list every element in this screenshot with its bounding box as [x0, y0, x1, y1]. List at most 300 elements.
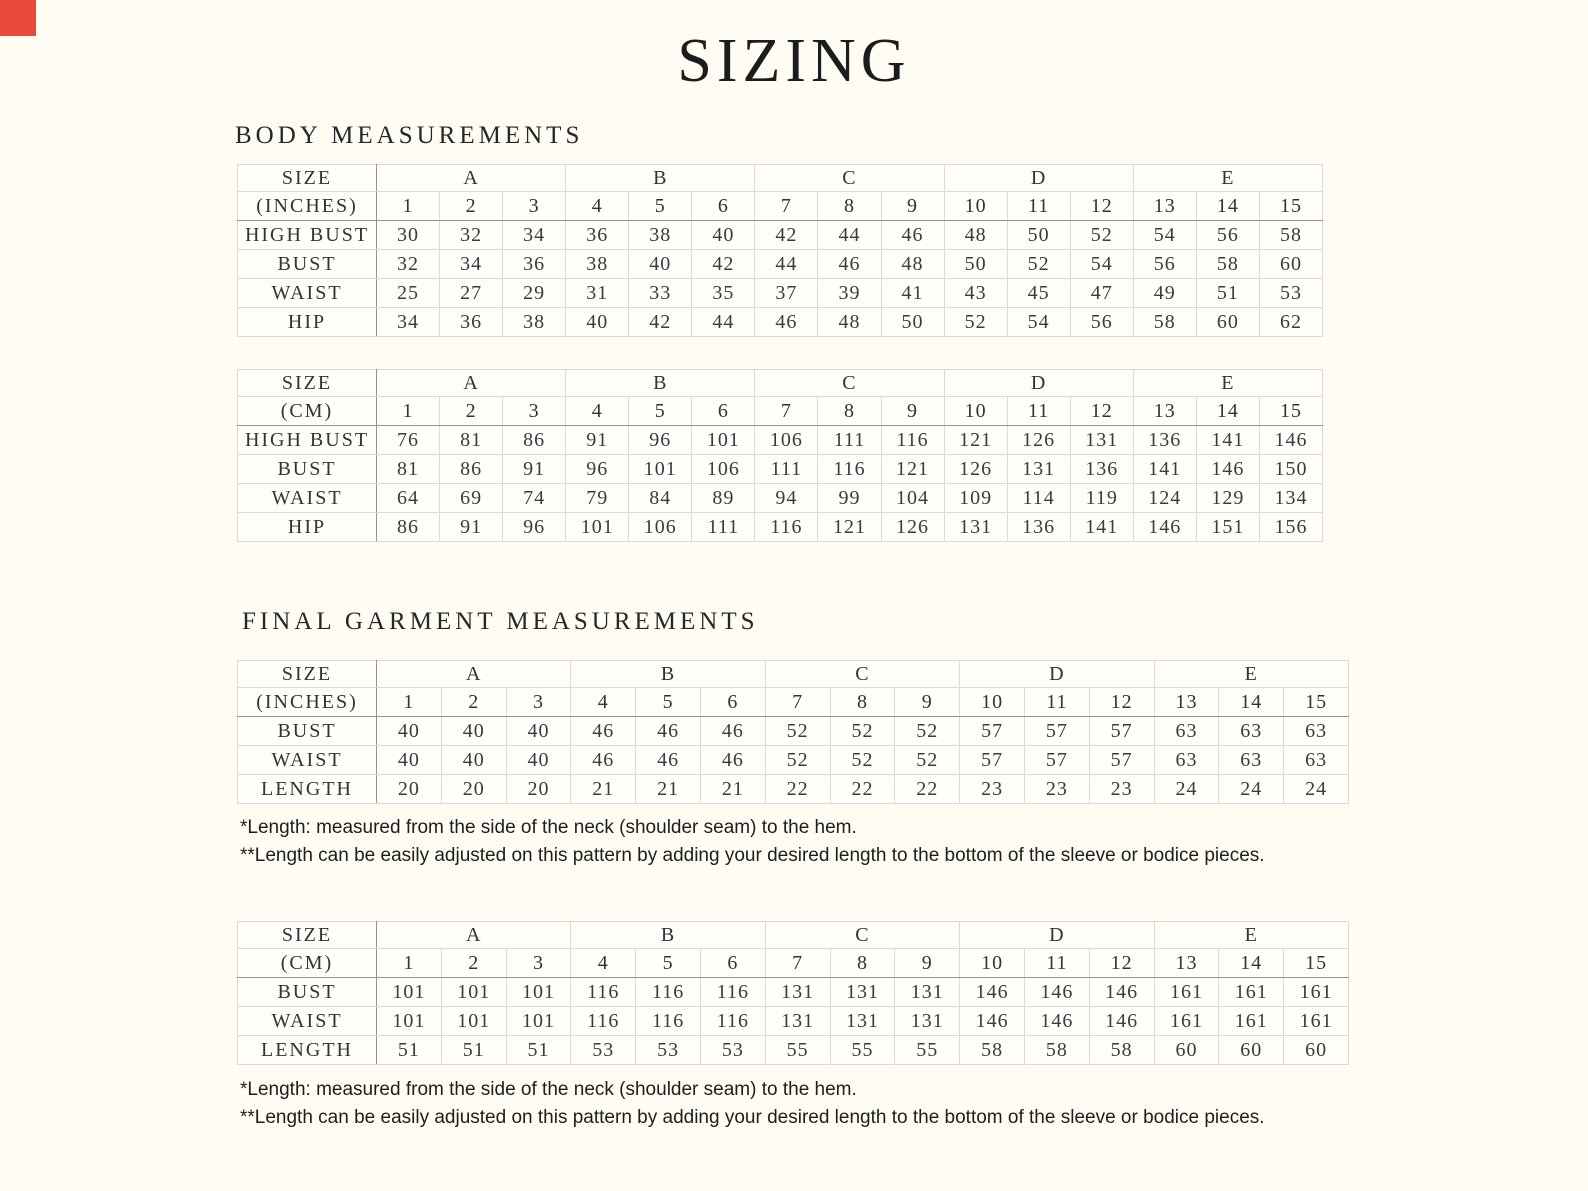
- measurement-value-cell: 101: [506, 1007, 571, 1036]
- measurement-value-cell: 91: [440, 513, 503, 542]
- group-header-cell: E: [1154, 922, 1348, 949]
- measurement-value-cell: 46: [881, 221, 944, 250]
- size-number-cell: 12: [1089, 949, 1154, 978]
- measurement-value-cell: 40: [506, 746, 571, 775]
- measurement-value-cell: 146: [1024, 978, 1089, 1007]
- group-header-cell: D: [944, 165, 1133, 192]
- size-number-cell: 8: [830, 949, 895, 978]
- measurement-value-cell: 116: [571, 1007, 636, 1036]
- measurement-label-cell: WAIST: [238, 746, 377, 775]
- measurement-value-cell: 52: [765, 746, 830, 775]
- measurement-value-cell: 96: [629, 426, 692, 455]
- size-number-cell: 7: [765, 688, 830, 717]
- table-row: [238, 717, 1349, 746]
- measurement-value-cell: 129: [1196, 484, 1259, 513]
- size-number-cell: 7: [765, 949, 830, 978]
- measurement-value-cell: 96: [503, 513, 566, 542]
- size-label-cell: SIZE: [238, 165, 377, 192]
- measurement-value-cell: 101: [506, 978, 571, 1007]
- size-number-cell: 15: [1284, 688, 1349, 717]
- measurement-value-cell: 21: [700, 775, 765, 804]
- size-number-cell: 14: [1196, 397, 1259, 426]
- size-number-cell: 1: [377, 192, 440, 221]
- measurement-value-cell: 56: [1133, 250, 1196, 279]
- measurement-value-cell: 24: [1284, 775, 1349, 804]
- measurement-value-cell: 44: [818, 221, 881, 250]
- measurement-label-cell: HIP: [238, 513, 377, 542]
- measurement-value-cell: 36: [440, 308, 503, 337]
- measurement-value-cell: 37: [755, 279, 818, 308]
- measurement-value-cell: 54: [1133, 221, 1196, 250]
- table-row: [238, 279, 1323, 308]
- footnote-length-adjust: **Length can be easily adjusted on this pattern by adding your desired length to the bottom of the sleeve or bodice pieces.: [240, 1107, 1265, 1128]
- size-number-cell: 6: [700, 688, 765, 717]
- measurement-value-cell: 34: [440, 250, 503, 279]
- size-number-cell: 1: [377, 688, 442, 717]
- table-row: [238, 513, 1323, 542]
- measurement-value-cell: 52: [944, 308, 1007, 337]
- measurement-value-cell: 161: [1284, 978, 1349, 1007]
- measurement-value-cell: 146: [1089, 978, 1154, 1007]
- measurement-value-cell: 21: [571, 775, 636, 804]
- size-number-cell: 14: [1219, 688, 1284, 717]
- measurement-value-cell: 156: [1259, 513, 1322, 542]
- group-header-cell: D: [944, 370, 1133, 397]
- measurement-value-cell: 53: [571, 1036, 636, 1065]
- measurement-value-cell: 50: [1007, 221, 1070, 250]
- measurement-value-cell: 104: [881, 484, 944, 513]
- measurement-value-cell: 46: [571, 746, 636, 775]
- table-row-size-numbers: [238, 949, 1349, 978]
- table-row-size-numbers: [238, 192, 1323, 221]
- size-number-cell: 7: [755, 192, 818, 221]
- size-number-cell: 4: [566, 192, 629, 221]
- group-header-cell: A: [377, 922, 571, 949]
- table-row: [238, 1007, 1349, 1036]
- measurement-value-cell: 40: [377, 746, 442, 775]
- measurement-value-cell: 63: [1284, 717, 1349, 746]
- size-number-cell: 2: [441, 688, 506, 717]
- measurement-value-cell: 27: [440, 279, 503, 308]
- measurement-value-cell: 131: [765, 978, 830, 1007]
- measurement-value-cell: 46: [700, 746, 765, 775]
- size-number-cell: 11: [1007, 192, 1070, 221]
- size-number-cell: 2: [440, 192, 503, 221]
- measurement-value-cell: 114: [1007, 484, 1070, 513]
- measurement-value-cell: 141: [1070, 513, 1133, 542]
- measurement-value-cell: 116: [700, 978, 765, 1007]
- measurement-label-cell: BUST: [238, 455, 377, 484]
- measurement-value-cell: 58: [1196, 250, 1259, 279]
- measurement-value-cell: 146: [1196, 455, 1259, 484]
- measurement-value-cell: 48: [818, 308, 881, 337]
- size-label-cell: SIZE: [238, 661, 377, 688]
- measurement-value-cell: 23: [960, 775, 1025, 804]
- measurement-value-cell: 121: [944, 426, 1007, 455]
- size-number-cell: 2: [441, 949, 506, 978]
- body-measurements-heading: BODY MEASUREMENTS: [235, 122, 584, 149]
- garment-inches-footnotes: [240, 814, 1570, 870]
- measurement-value-cell: 41: [881, 279, 944, 308]
- measurement-value-cell: 50: [944, 250, 1007, 279]
- measurement-value-cell: 58: [1133, 308, 1196, 337]
- group-header-cell: B: [566, 370, 755, 397]
- measurement-value-cell: 141: [1196, 426, 1259, 455]
- measurement-value-cell: 57: [1024, 717, 1089, 746]
- size-number-cell: 1: [377, 397, 440, 426]
- measurement-label-cell: BUST: [238, 717, 377, 746]
- measurement-value-cell: 48: [944, 221, 1007, 250]
- measurement-value-cell: 46: [636, 746, 701, 775]
- measurement-value-cell: 25: [377, 279, 440, 308]
- measurement-value-cell: 94: [755, 484, 818, 513]
- footnote-length-adjust: **Length can be easily adjusted on this pattern by adding your desired length to the bottom of the sleeve or bodice pieces.: [240, 845, 1265, 866]
- size-number-cell: 15: [1284, 949, 1349, 978]
- measurement-value-cell: 34: [377, 308, 440, 337]
- measurement-value-cell: 46: [755, 308, 818, 337]
- page-title: SIZING: [677, 27, 911, 95]
- measurement-value-cell: 161: [1154, 978, 1219, 1007]
- measurement-value-cell: 55: [830, 1036, 895, 1065]
- garment-measurements-heading: FINAL GARMENT MEASUREMENTS: [242, 608, 759, 635]
- size-number-cell: 6: [692, 192, 755, 221]
- group-header-cell: D: [960, 661, 1154, 688]
- measurement-value-cell: 146: [1259, 426, 1322, 455]
- measurement-value-cell: 51: [1196, 279, 1259, 308]
- size-number-cell: 12: [1070, 192, 1133, 221]
- measurement-value-cell: 51: [377, 1036, 442, 1065]
- measurement-value-cell: 63: [1284, 746, 1349, 775]
- footnote-length-definition: *Length: measured from the side of the neck (shoulder seam) to the hem.: [240, 1079, 857, 1100]
- measurement-value-cell: 40: [441, 717, 506, 746]
- measurement-value-cell: 60: [1196, 308, 1259, 337]
- measurement-value-cell: 57: [960, 746, 1025, 775]
- measurement-value-cell: 53: [700, 1036, 765, 1065]
- measurement-value-cell: 35: [692, 279, 755, 308]
- measurement-value-cell: 96: [566, 455, 629, 484]
- measurement-value-cell: 58: [1089, 1036, 1154, 1065]
- measurement-value-cell: 56: [1196, 221, 1259, 250]
- measurement-value-cell: 161: [1219, 978, 1284, 1007]
- group-header-cell: E: [1154, 661, 1348, 688]
- size-number-cell: 11: [1007, 397, 1070, 426]
- measurement-value-cell: 60: [1154, 1036, 1219, 1065]
- measurement-value-cell: 63: [1219, 746, 1284, 775]
- measurement-value-cell: 81: [440, 426, 503, 455]
- measurement-value-cell: 116: [636, 978, 701, 1007]
- group-header-cell: A: [377, 661, 571, 688]
- group-header-cell: E: [1133, 165, 1322, 192]
- unit-label-cell: (INCHES): [238, 688, 377, 717]
- size-number-cell: 8: [830, 688, 895, 717]
- measurement-value-cell: 51: [441, 1036, 506, 1065]
- measurement-value-cell: 21: [636, 775, 701, 804]
- measurement-label-cell: WAIST: [238, 279, 377, 308]
- measurement-value-cell: 46: [636, 717, 701, 746]
- group-header-cell: C: [765, 661, 959, 688]
- size-number-cell: 10: [944, 192, 1007, 221]
- measurement-value-cell: 20: [441, 775, 506, 804]
- size-number-cell: 8: [818, 397, 881, 426]
- measurement-value-cell: 79: [566, 484, 629, 513]
- measurement-value-cell: 40: [441, 746, 506, 775]
- measurement-value-cell: 51: [506, 1036, 571, 1065]
- measurement-value-cell: 126: [944, 455, 1007, 484]
- measurement-value-cell: 86: [377, 513, 440, 542]
- measurement-label-cell: HIGH BUST: [238, 221, 377, 250]
- measurement-value-cell: 40: [377, 717, 442, 746]
- measurement-value-cell: 52: [830, 746, 895, 775]
- size-number-cell: 10: [960, 949, 1025, 978]
- measurement-value-cell: 136: [1070, 455, 1133, 484]
- measurement-value-cell: 36: [503, 250, 566, 279]
- measurement-value-cell: 39: [818, 279, 881, 308]
- size-number-cell: 1: [377, 949, 442, 978]
- measurement-value-cell: 121: [818, 513, 881, 542]
- measurement-value-cell: 161: [1219, 1007, 1284, 1036]
- measurement-value-cell: 89: [692, 484, 755, 513]
- measurement-value-cell: 111: [692, 513, 755, 542]
- group-header-cell: B: [571, 661, 765, 688]
- measurement-value-cell: 38: [503, 308, 566, 337]
- measurement-value-cell: 49: [1133, 279, 1196, 308]
- measurement-value-cell: 136: [1007, 513, 1070, 542]
- size-label-cell: SIZE: [238, 922, 377, 949]
- measurement-value-cell: 48: [881, 250, 944, 279]
- measurement-value-cell: 126: [1007, 426, 1070, 455]
- measurement-value-cell: 119: [1070, 484, 1133, 513]
- measurement-value-cell: 76: [377, 426, 440, 455]
- measurement-value-cell: 101: [692, 426, 755, 455]
- group-header-cell: C: [765, 922, 959, 949]
- footnote-length-definition: *Length: measured from the side of the neck (shoulder seam) to the hem.: [240, 817, 857, 838]
- size-number-cell: 10: [944, 397, 1007, 426]
- measurement-value-cell: 44: [755, 250, 818, 279]
- group-header-cell: B: [571, 922, 765, 949]
- size-number-cell: 15: [1259, 397, 1322, 426]
- measurement-value-cell: 24: [1219, 775, 1284, 804]
- measurement-value-cell: 106: [692, 455, 755, 484]
- measurement-value-cell: 101: [441, 978, 506, 1007]
- measurement-value-cell: 136: [1133, 426, 1196, 455]
- table-row: [238, 250, 1323, 279]
- measurement-value-cell: 150: [1259, 455, 1322, 484]
- table-row: [238, 308, 1323, 337]
- measurement-value-cell: 131: [830, 1007, 895, 1036]
- table-row: [238, 484, 1323, 513]
- size-number-cell: 3: [503, 192, 566, 221]
- measurement-value-cell: 56: [1070, 308, 1133, 337]
- size-number-cell: 2: [440, 397, 503, 426]
- measurement-value-cell: 161: [1284, 1007, 1349, 1036]
- measurement-value-cell: 52: [1070, 221, 1133, 250]
- measurement-value-cell: 131: [830, 978, 895, 1007]
- measurement-value-cell: 63: [1154, 746, 1219, 775]
- size-number-cell: 9: [895, 688, 960, 717]
- measurement-value-cell: 38: [629, 221, 692, 250]
- size-number-cell: 9: [881, 192, 944, 221]
- measurement-value-cell: 86: [440, 455, 503, 484]
- measurement-value-cell: 101: [377, 978, 442, 1007]
- measurement-value-cell: 57: [1024, 746, 1089, 775]
- measurement-value-cell: 20: [377, 775, 442, 804]
- size-number-cell: 14: [1219, 949, 1284, 978]
- table-row-group-headers: [238, 922, 1349, 949]
- table-row-group-headers: [238, 661, 1349, 688]
- group-header-cell: A: [377, 370, 566, 397]
- measurement-label-cell: WAIST: [238, 484, 377, 513]
- measurement-value-cell: 86: [503, 426, 566, 455]
- size-number-cell: 3: [506, 949, 571, 978]
- measurement-label-cell: LENGTH: [238, 1036, 377, 1065]
- measurement-value-cell: 23: [1089, 775, 1154, 804]
- measurement-value-cell: 99: [818, 484, 881, 513]
- measurement-value-cell: 45: [1007, 279, 1070, 308]
- measurement-value-cell: 58: [1259, 221, 1322, 250]
- measurement-value-cell: 101: [441, 1007, 506, 1036]
- measurement-value-cell: 131: [765, 1007, 830, 1036]
- group-header-cell: B: [566, 165, 755, 192]
- measurement-value-cell: 52: [895, 717, 960, 746]
- measurement-value-cell: 64: [377, 484, 440, 513]
- measurement-value-cell: 42: [629, 308, 692, 337]
- measurement-value-cell: 131: [895, 1007, 960, 1036]
- measurement-value-cell: 131: [1007, 455, 1070, 484]
- measurement-value-cell: 109: [944, 484, 1007, 513]
- measurement-value-cell: 141: [1133, 455, 1196, 484]
- measurement-value-cell: 146: [1089, 1007, 1154, 1036]
- measurement-value-cell: 131: [895, 978, 960, 1007]
- table-row-size-numbers: [238, 397, 1323, 426]
- measurement-value-cell: 53: [636, 1036, 701, 1065]
- size-number-cell: 13: [1154, 688, 1219, 717]
- measurement-value-cell: 53: [1259, 279, 1322, 308]
- group-header-cell: C: [755, 370, 944, 397]
- measurement-value-cell: 63: [1154, 717, 1219, 746]
- measurement-value-cell: 55: [895, 1036, 960, 1065]
- measurement-value-cell: 40: [566, 308, 629, 337]
- garment-measurements-cm-table: [237, 921, 1349, 1065]
- measurement-value-cell: 46: [571, 717, 636, 746]
- unit-label-cell: (CM): [238, 397, 377, 426]
- measurement-value-cell: 116: [881, 426, 944, 455]
- measurement-value-cell: 131: [944, 513, 1007, 542]
- group-header-cell: D: [960, 922, 1154, 949]
- size-number-cell: 11: [1024, 688, 1089, 717]
- table-row: [238, 1036, 1349, 1065]
- size-number-cell: 10: [960, 688, 1025, 717]
- size-number-cell: 12: [1089, 688, 1154, 717]
- measurement-value-cell: 101: [566, 513, 629, 542]
- measurement-value-cell: 38: [566, 250, 629, 279]
- size-number-cell: 9: [881, 397, 944, 426]
- measurement-label-cell: BUST: [238, 250, 377, 279]
- measurement-value-cell: 116: [755, 513, 818, 542]
- garment-measurements-inches-table: [237, 660, 1349, 804]
- measurement-value-cell: 44: [692, 308, 755, 337]
- measurement-value-cell: 24: [1154, 775, 1219, 804]
- measurement-value-cell: 52: [765, 717, 830, 746]
- measurement-value-cell: 22: [830, 775, 895, 804]
- measurement-value-cell: 131: [1070, 426, 1133, 455]
- measurement-value-cell: 116: [700, 1007, 765, 1036]
- measurement-label-cell: BUST: [238, 978, 377, 1007]
- measurement-value-cell: 32: [377, 250, 440, 279]
- measurement-label-cell: LENGTH: [238, 775, 377, 804]
- measurement-value-cell: 146: [1024, 1007, 1089, 1036]
- measurement-value-cell: 52: [1007, 250, 1070, 279]
- measurement-value-cell: 63: [1219, 717, 1284, 746]
- measurement-value-cell: 60: [1284, 1036, 1349, 1065]
- unit-label-cell: (CM): [238, 949, 377, 978]
- measurement-value-cell: 32: [440, 221, 503, 250]
- measurement-value-cell: 58: [960, 1036, 1025, 1065]
- measurement-value-cell: 36: [566, 221, 629, 250]
- measurement-value-cell: 146: [960, 978, 1025, 1007]
- measurement-label-cell: HIP: [238, 308, 377, 337]
- size-number-cell: 7: [755, 397, 818, 426]
- unit-label-cell: (INCHES): [238, 192, 377, 221]
- measurement-value-cell: 81: [377, 455, 440, 484]
- size-label-cell: SIZE: [238, 370, 377, 397]
- size-number-cell: 11: [1024, 949, 1089, 978]
- measurement-value-cell: 91: [566, 426, 629, 455]
- measurement-value-cell: 30: [377, 221, 440, 250]
- measurement-value-cell: 116: [818, 455, 881, 484]
- size-number-cell: 12: [1070, 397, 1133, 426]
- group-header-cell: A: [377, 165, 566, 192]
- size-number-cell: 3: [503, 397, 566, 426]
- measurement-value-cell: 60: [1219, 1036, 1284, 1065]
- size-number-cell: 4: [571, 688, 636, 717]
- measurement-value-cell: 146: [1133, 513, 1196, 542]
- table-row-size-numbers: [238, 688, 1349, 717]
- measurement-label-cell: WAIST: [238, 1007, 377, 1036]
- measurement-value-cell: 126: [881, 513, 944, 542]
- measurement-value-cell: 43: [944, 279, 1007, 308]
- size-number-cell: 13: [1154, 949, 1219, 978]
- size-number-cell: 15: [1259, 192, 1322, 221]
- measurement-value-cell: 50: [881, 308, 944, 337]
- body-measurements-inches-table: [237, 164, 1323, 337]
- measurement-value-cell: 29: [503, 279, 566, 308]
- table-row: [238, 978, 1349, 1007]
- measurement-value-cell: 146: [960, 1007, 1025, 1036]
- size-number-cell: 6: [700, 949, 765, 978]
- measurement-value-cell: 34: [503, 221, 566, 250]
- size-number-cell: 5: [636, 949, 701, 978]
- table-row-group-headers: [238, 370, 1323, 397]
- measurement-value-cell: 74: [503, 484, 566, 513]
- table-row-group-headers: [238, 165, 1323, 192]
- table-row: [238, 426, 1323, 455]
- size-number-cell: 5: [636, 688, 701, 717]
- measurement-value-cell: 31: [566, 279, 629, 308]
- size-number-cell: 4: [566, 397, 629, 426]
- measurement-value-cell: 111: [818, 426, 881, 455]
- measurement-value-cell: 54: [1007, 308, 1070, 337]
- measurement-value-cell: 52: [895, 746, 960, 775]
- body-measurements-cm-table: [237, 369, 1323, 542]
- measurement-value-cell: 23: [1024, 775, 1089, 804]
- measurement-value-cell: 161: [1154, 1007, 1219, 1036]
- size-number-cell: 3: [506, 688, 571, 717]
- measurement-value-cell: 33: [629, 279, 692, 308]
- measurement-value-cell: 124: [1133, 484, 1196, 513]
- garment-cm-footnotes: [240, 1076, 1570, 1132]
- table-row: [238, 221, 1323, 250]
- table-row: [238, 746, 1349, 775]
